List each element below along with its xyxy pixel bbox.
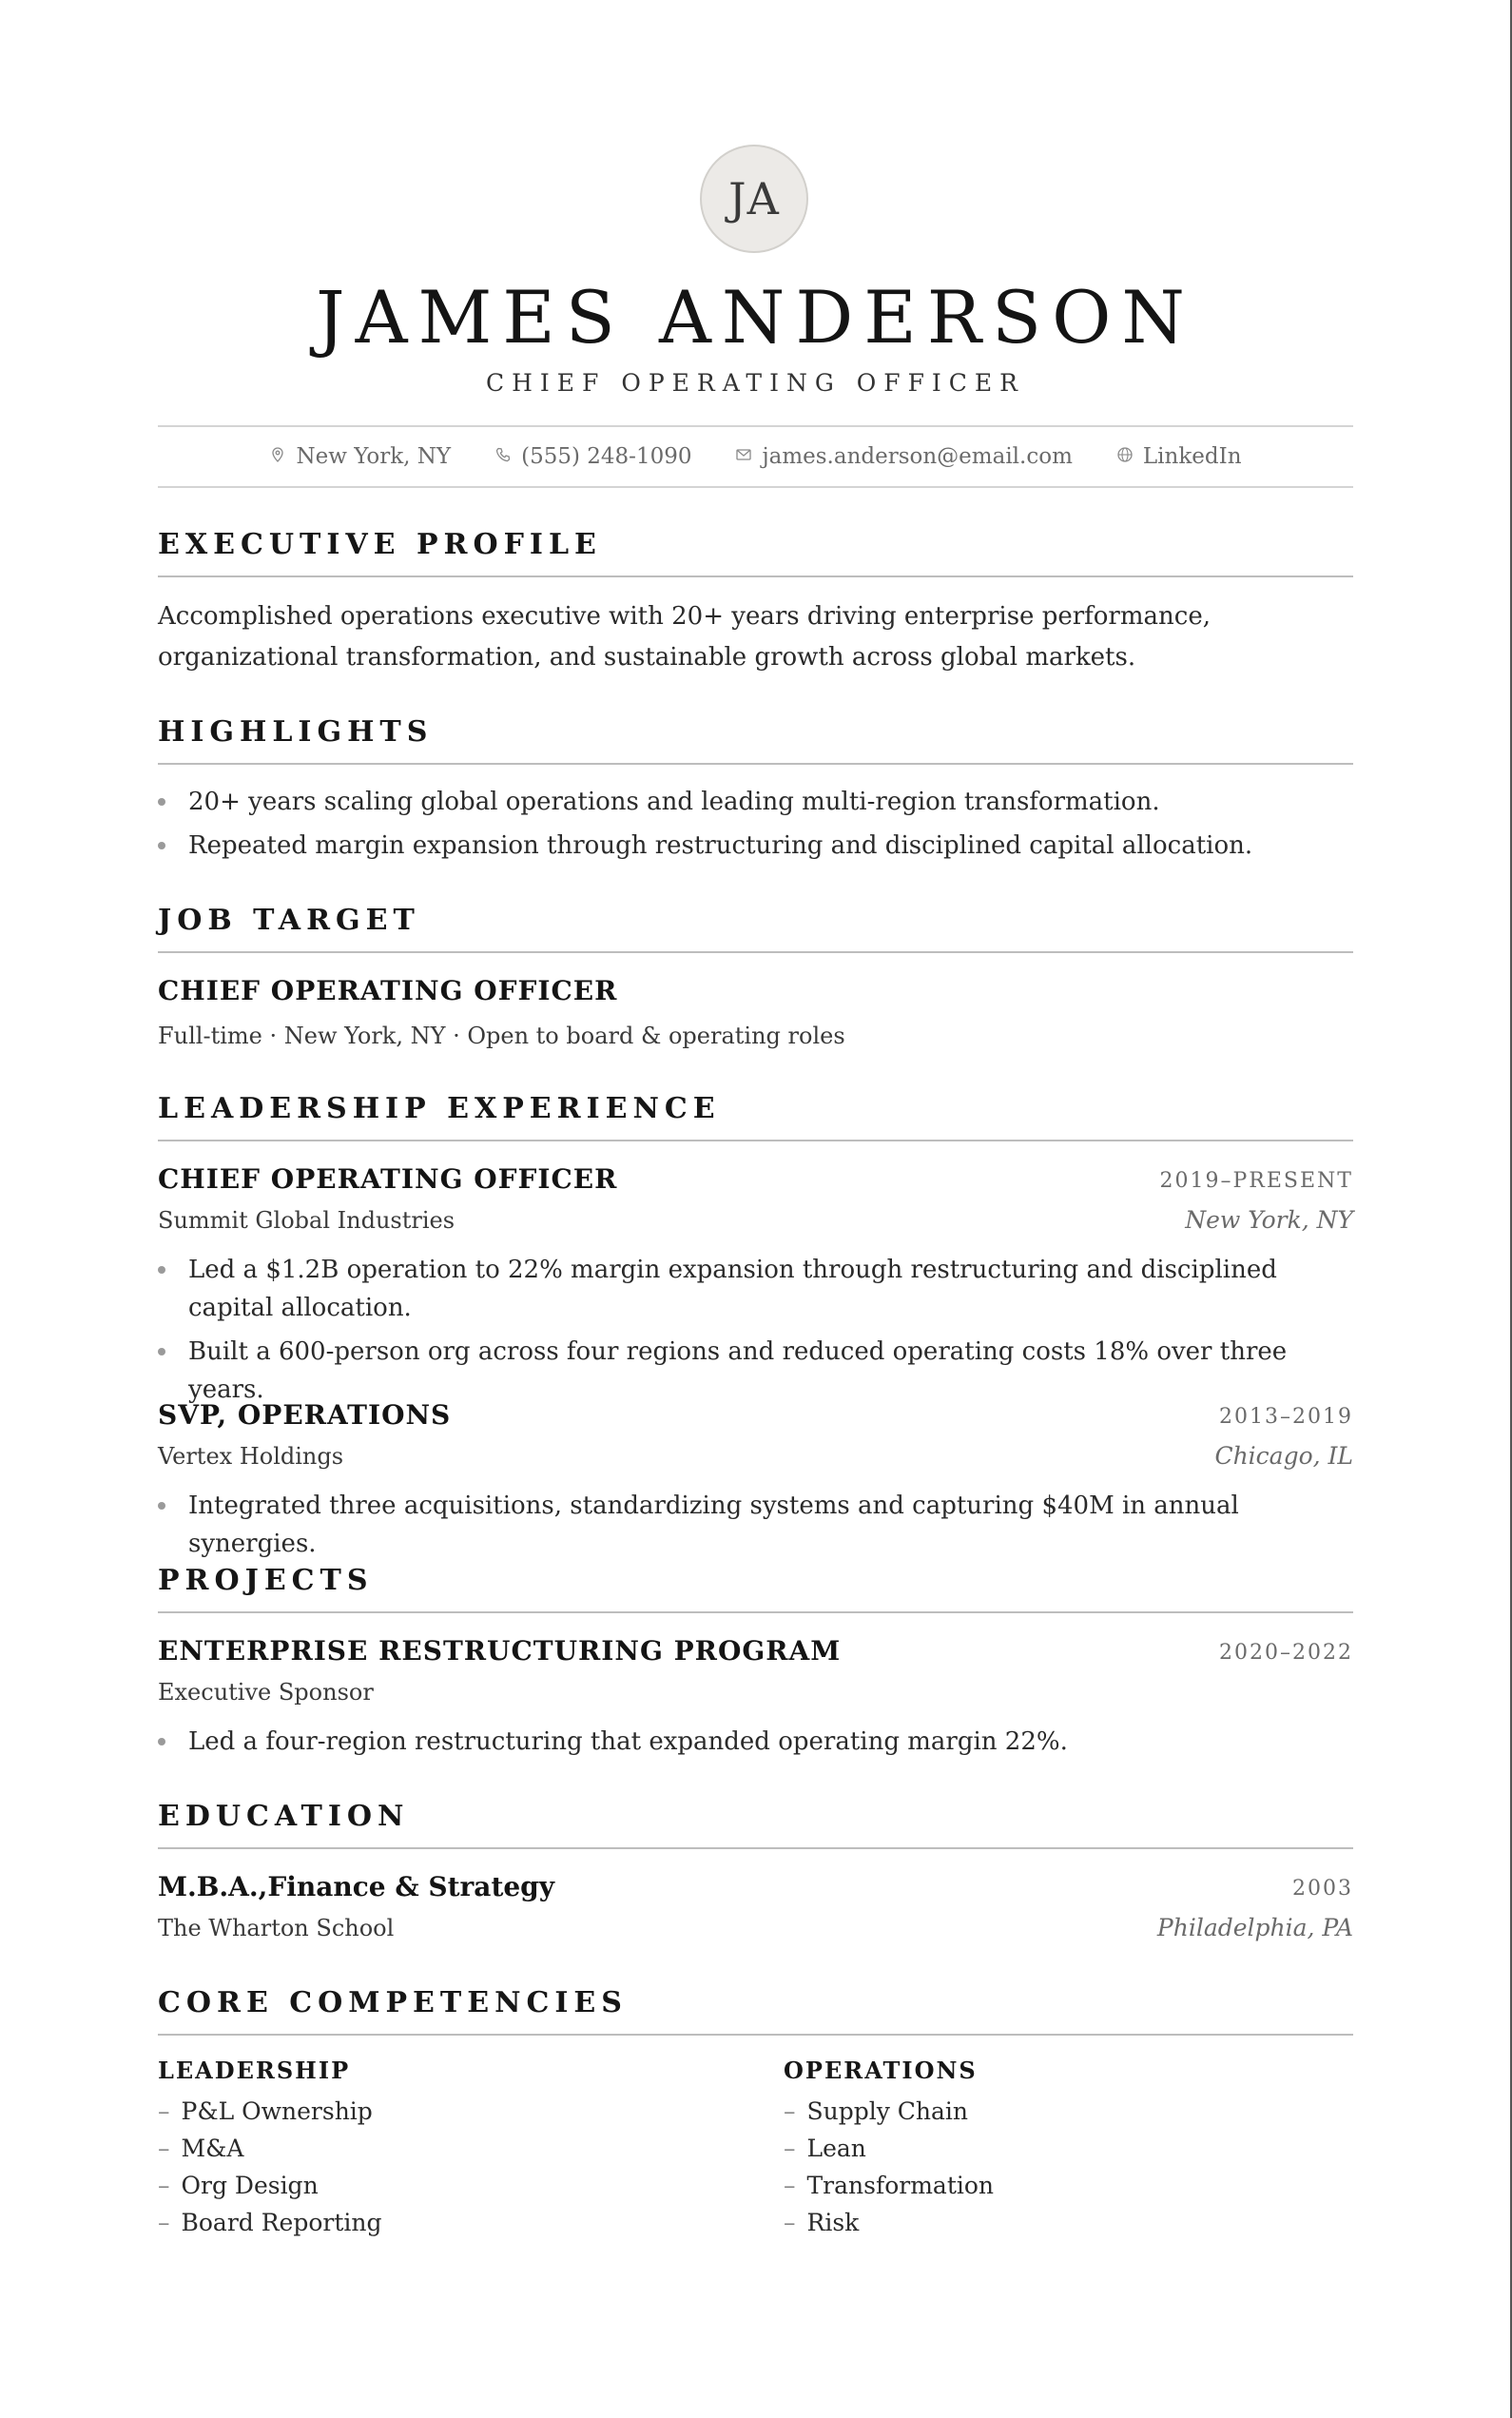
bullet-icon <box>158 1266 165 1274</box>
section-heading-job-target: JOB TARGET <box>158 904 420 937</box>
job-dates: 2019–PRESENT <box>1159 1169 1353 1193</box>
candidate-title: CHIEF OPERATING OFFICER <box>485 369 1026 397</box>
job-company: Summit Global Industries <box>158 1207 456 1234</box>
project-dates: 2020–2022 <box>1219 1641 1353 1665</box>
contact-bar <box>158 425 1353 488</box>
phone-icon <box>494 444 512 469</box>
contact-linkedin-text: LinkedIn <box>1142 444 1242 469</box>
bullet-icon <box>158 1738 165 1745</box>
target-details: Full-time · New York, NY · Open to board & operating roles <box>158 1023 845 1049</box>
job-dates: 2013–2019 <box>1219 1405 1353 1429</box>
competency-group-title: LEADERSHIP <box>158 2057 351 2084</box>
competency-item: – Supply Chain <box>784 2097 969 2125</box>
competency-item: – Transformation <box>784 2172 995 2199</box>
contact-phone-text: (555) 248-1090 <box>521 444 692 469</box>
competency-item: – Board Reporting <box>158 2209 382 2236</box>
avatar-initials: JA <box>728 173 780 224</box>
competency-item: – Org Design <box>158 2172 319 2199</box>
bullet-icon <box>158 1348 165 1355</box>
job-title: SVP, OPERATIONS <box>158 1399 452 1431</box>
job-bullet: Integrated three acquisitions, standardizing systems and capturing $40M in annual synergies. <box>188 1492 1239 1558</box>
competency-item: – P&L Ownership <box>158 2097 373 2125</box>
bullet-icon <box>158 1502 165 1510</box>
education-year: 2003 <box>1292 1877 1353 1901</box>
section-divider <box>158 763 1353 765</box>
highlight-item: 20+ years scaling global operations and leading multi-region transformation. <box>188 788 1160 816</box>
section-divider <box>158 1611 1353 1613</box>
section-heading-profile: EXECUTIVE PROFILE <box>158 528 602 561</box>
project-role: Executive Sponsor <box>158 1679 374 1706</box>
project-bullet: Led a four-region restructuring that expanded operating margin 22%. <box>188 1727 1068 1756</box>
section-divider <box>158 951 1353 953</box>
contact-location <box>269 444 451 469</box>
section-heading-education: EDUCATION <box>158 1800 410 1833</box>
section-divider <box>158 2034 1353 2036</box>
section-heading-competencies: CORE COMPETENCIES <box>158 1986 628 2019</box>
target-role: CHIEF OPERATING OFFICER <box>158 975 618 1006</box>
contact-phone[interactable] <box>494 444 691 469</box>
project-title: ENTERPRISE RESTRUCTURING PROGRAM <box>158 1635 842 1667</box>
candidate-name: JAMES ANDERSON <box>316 275 1195 360</box>
competency-group <box>784 2055 1316 2241</box>
avatar <box>700 145 808 253</box>
school-location: Philadelphia, PA <box>1156 1914 1353 1941</box>
competency-item: – Lean <box>784 2135 866 2162</box>
job-bullet: Built a 600-person org across four regions and reduced operating costs 18% over three years. <box>188 1337 1288 1404</box>
section-divider <box>158 1140 1353 1141</box>
competency-group <box>158 2055 690 2241</box>
job-location: Chicago, IL <box>1214 1442 1353 1470</box>
job-location: New York, NY <box>1185 1206 1353 1234</box>
contact-linkedin[interactable] <box>1116 444 1242 469</box>
job-title: CHIEF OPERATING OFFICER <box>158 1163 618 1195</box>
mail-icon <box>735 444 752 469</box>
bullet-icon <box>158 798 165 806</box>
section-heading-projects: PROJECTS <box>158 1564 374 1597</box>
section-divider <box>158 575 1353 577</box>
contact-location-text: New York, NY <box>296 444 452 469</box>
school-name: The Wharton School <box>158 1915 395 1941</box>
degree: M.B.A.,Finance & Strategy <box>158 1871 555 1902</box>
section-heading-experience: LEADERSHIP EXPERIENCE <box>158 1092 721 1125</box>
section-divider <box>158 1847 1353 1849</box>
location-pin-icon <box>269 444 286 469</box>
competency-item: – Risk <box>784 2209 860 2236</box>
competency-item: – M&A <box>158 2135 244 2162</box>
profile-summary: Accomplished operations executive with 20+ years driving enterprise performance, organizational transformation, and sustainable growth across global markets. <box>158 602 1211 672</box>
competency-group-title: OPERATIONS <box>784 2057 978 2084</box>
section-heading-highlights: HIGHLIGHTS <box>158 715 434 749</box>
globe-icon <box>1116 444 1134 469</box>
job-bullet: Led a $1.2B operation to 22% margin expansion through restructuring and disciplined capital allocation. <box>188 1256 1277 1322</box>
contact-email-text: james.anderson@email.com <box>762 444 1073 469</box>
job-company: Vertex Holdings <box>158 1443 344 1470</box>
highlight-item: Repeated margin expansion through restructuring and disciplined capital allocation. <box>188 831 1253 860</box>
bullet-icon <box>158 842 165 849</box>
contact-email[interactable] <box>735 444 1072 469</box>
